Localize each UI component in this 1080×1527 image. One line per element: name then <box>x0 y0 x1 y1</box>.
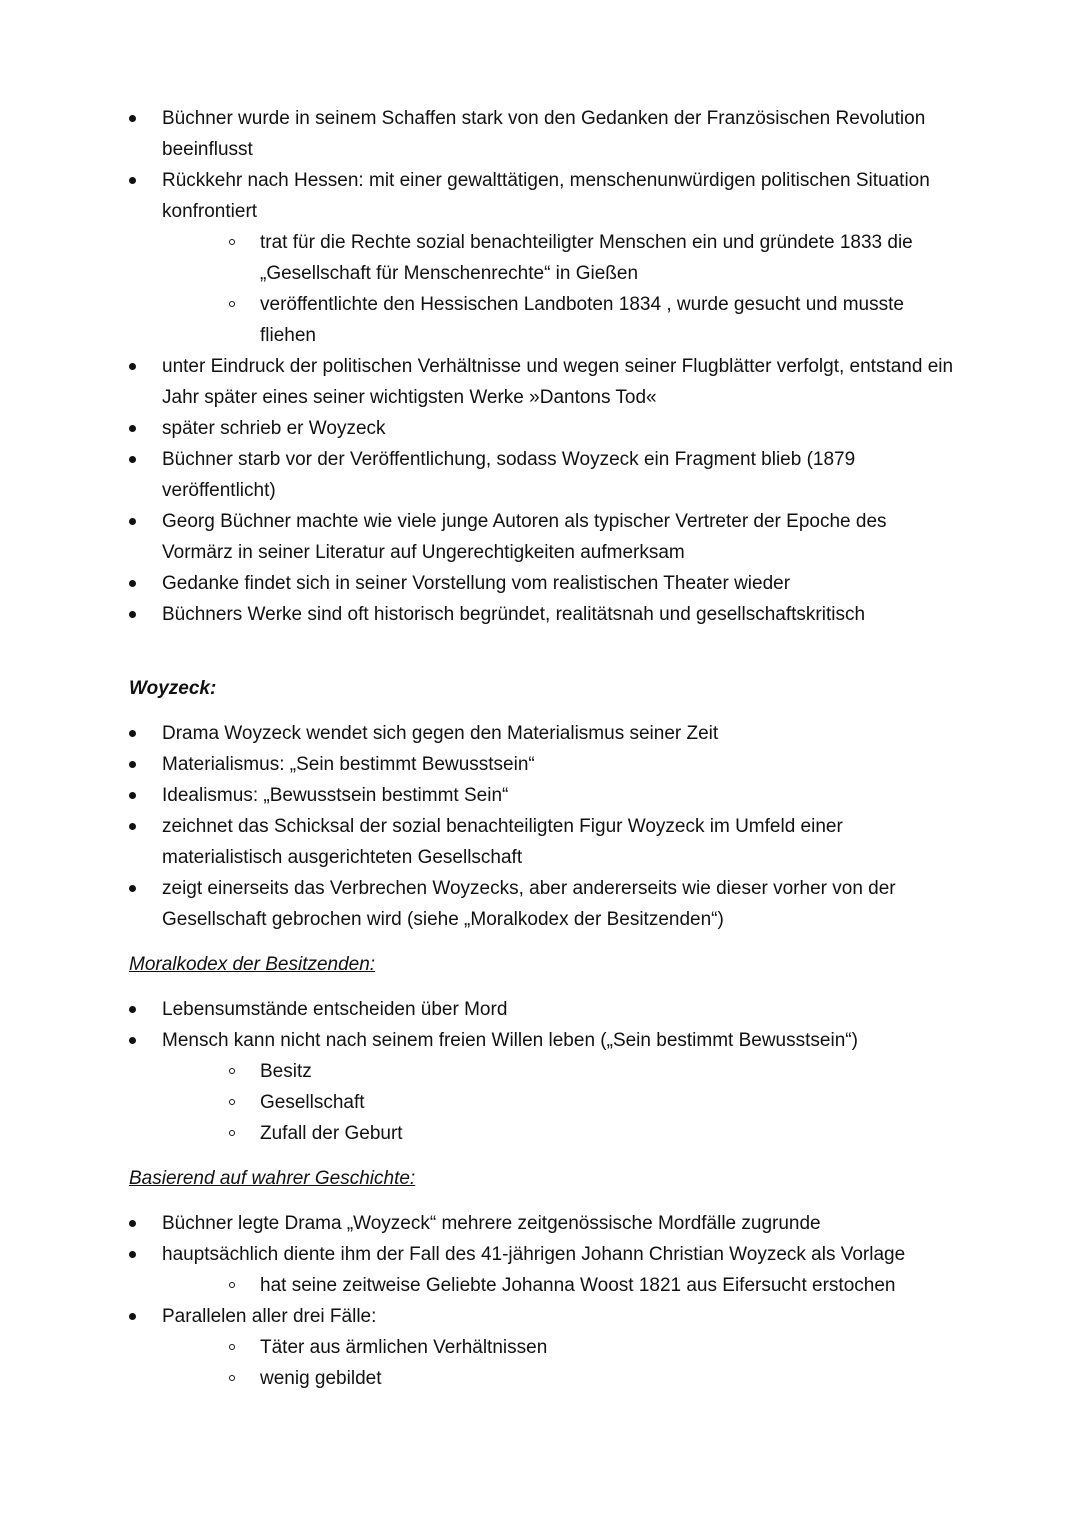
list-item <box>129 413 960 444</box>
list-item <box>129 1239 960 1301</box>
list-item <box>129 165 960 351</box>
list-item-text: Parallelen aller drei Fälle: <box>162 1306 377 1327</box>
sub-list-item: veröffentlichte den Hessischen Landboten 1834 , wurde gesucht und musste fliehen <box>162 289 960 351</box>
list-item <box>129 749 960 780</box>
list-item-text: später schrieb er Woyzeck <box>162 418 386 439</box>
sub-list <box>162 227 960 351</box>
list-item <box>129 599 960 630</box>
list-item <box>129 811 960 873</box>
sub-list <box>162 1332 960 1394</box>
list-item <box>129 1208 960 1239</box>
sub-list-item: Besitz <box>162 1056 960 1087</box>
sub-list-item: Zufall der Geburt <box>162 1118 960 1149</box>
section-heading-woyzeck: Woyzeck: <box>129 678 217 699</box>
list-item-text: Büchner starb vor der Veröffentlichung, sodass Woyzeck ein Fragment blieb (1879 veröffentlicht) <box>162 449 856 501</box>
list-item-text: Büchner legte Drama „Woyzeck“ mehrere zeitgenössische Mordfälle zugrunde <box>162 1213 821 1234</box>
list-item-text: zeichnet das Schicksal der sozial benachteiligten Figur Woyzeck im Umfeld einer materialistisch ausgerichteten Gesellschaft <box>162 816 843 868</box>
section-heading-moralkodex: Moralkodex der Besitzenden: <box>129 954 376 975</box>
sub-list <box>162 1056 960 1149</box>
sub-list-item: wenig gebildet <box>162 1363 960 1394</box>
sub-list-item: hat seine zeitweise Geliebte Johanna Woost 1821 aus Eifersucht erstochen <box>162 1270 960 1301</box>
list-item-text: Büchner wurde in seinem Schaffen stark von den Gedanken der Französischen Revolution beeinflusst <box>162 108 926 160</box>
list-item <box>129 718 960 749</box>
sub-list-item: trat für die Rechte sozial benachteiligter Menschen ein und gründete 1833 die „Gesellschaft für Menschenrechte“ in Gießen <box>162 227 960 289</box>
list-item-text: Georg Büchner machte wie viele junge Autoren als typischer Vertreter der Epoche des Vormärz in seiner Literatur auf Ungerechtigkeiten aufmerksam <box>162 511 887 563</box>
list-item <box>129 568 960 599</box>
list-item-text: Idealismus: „Bewusstsein bestimmt Sein“ <box>162 785 509 806</box>
list-item-text: unter Eindruck der politischen Verhältnisse und wegen seiner Flugblätter verfolgt, entstand ein Jahr später eines seiner wichtigsten Werke »Dantons Tod« <box>162 356 954 408</box>
list-item <box>129 351 960 413</box>
geschichte-list <box>129 1208 960 1394</box>
list-item-text: Rückkehr nach Hessen: mit einer gewalttätigen, menschenunwürdigen politischen Situation konfrontiert <box>162 170 930 222</box>
list-item <box>129 780 960 811</box>
list-item <box>129 994 960 1025</box>
list-item-text: Lebensumstände entscheiden über Mord <box>162 999 508 1020</box>
list-item <box>129 873 960 935</box>
sub-list-item: Gesellschaft <box>162 1087 960 1118</box>
list-item <box>129 1025 960 1149</box>
list-item <box>129 506 960 568</box>
list-item <box>129 1301 960 1394</box>
sub-list <box>162 1270 960 1301</box>
list-item-text: Drama Woyzeck wendet sich gegen den Materialismus seiner Zeit <box>162 723 719 744</box>
section-heading-geschichte: Basierend auf wahrer Geschichte: <box>129 1168 416 1189</box>
list-item-text: Gedanke findet sich in seiner Vorstellung vom realistischen Theater wieder <box>162 573 791 594</box>
list-item <box>129 444 960 506</box>
list-item-text: Mensch kann nicht nach seinem freien Willen leben („Sein bestimmt Bewusstsein“) <box>162 1030 858 1051</box>
sub-list-item: Täter aus ärmlichen Verhältnissen <box>162 1332 960 1363</box>
list-item-text: hauptsächlich diente ihm der Fall des 41-jährigen Johann Christian Woyzeck als Vorlage <box>162 1244 906 1265</box>
moralkodex-list <box>129 994 960 1149</box>
list-item-text: Materialismus: „Sein bestimmt Bewusstsein“ <box>162 754 535 775</box>
woyzeck-list <box>129 718 960 935</box>
list-item-text: Büchners Werke sind oft historisch begründet, realitätsnah und gesellschaftskritisch <box>162 604 866 625</box>
list-item <box>129 103 960 165</box>
intro-list <box>129 103 960 630</box>
list-item-text: zeigt einerseits das Verbrechen Woyzecks, aber andererseits wie dieser vorher von der Gesellschaft gebrochen wird (siehe „Moralkodex der Besitzenden“) <box>162 878 896 930</box>
